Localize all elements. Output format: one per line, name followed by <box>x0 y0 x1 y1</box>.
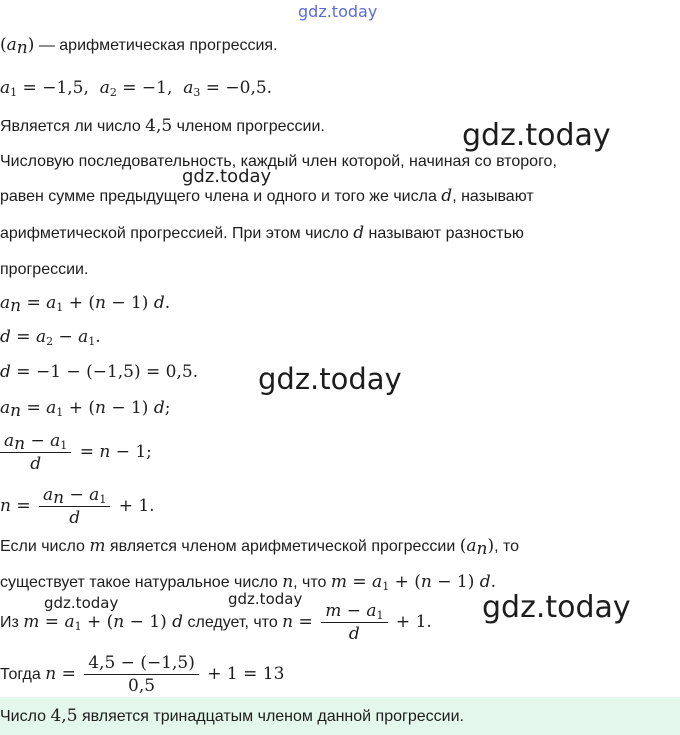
question-pre: Является ли число <box>0 118 146 135</box>
a3-value: −0,5 <box>225 78 267 98</box>
watermark: gdz.today <box>44 594 119 612</box>
definition-line-3: арифметической прогрессией. При этом число d называют разностью <box>0 223 524 243</box>
a2-value: −1 <box>141 78 167 98</box>
a1-value: −1,5 <box>42 78 84 98</box>
condition-text: , что <box>293 574 331 591</box>
definition-line-1: Числовую последовательность, каждый член которой, начиная со второго, <box>0 153 557 170</box>
condition-line-1: Если число m является членом арифметической прогрессии $(a_n)$, то <box>0 536 520 559</box>
answer-pre: Число <box>0 708 51 725</box>
definition-text: называют разностью <box>364 225 524 242</box>
question <box>0 116 325 137</box>
question-number: 4,5 <box>145 116 173 136</box>
derivation-text: Из <box>0 614 24 631</box>
watermark-top: gdz.today <box>298 2 378 21</box>
formula-fraction-1: $\frac{a_n - a_1}{d}$ = n − 1; <box>0 430 152 475</box>
given-terms: $a_1 = -1,5$, $a_2 = -1$, $a_3 = -0,5$. <box>0 78 273 99</box>
derivation-line: Из $m = a_1 + (n - 1)$ d следует, что n = $\frac{m - a_1}{d}$ + 1. <box>0 601 432 644</box>
condition-line-2: существует такое натуральное число n, что $m = a_1 + (n - 1)$ d. <box>0 572 497 593</box>
definition-line-4: прогрессии. <box>0 261 89 278</box>
difference-value: −1 − (−1,5) = 0,5. <box>35 362 199 382</box>
watermark: gdz.today <box>182 166 272 187</box>
formula-nth-term-2: $a_n = a_1 + (n - 1)$ d; <box>0 398 171 421</box>
difference-calculation: d = −1 − (−1,5) = 0,5. <box>0 362 199 382</box>
answer-number: 4,5 <box>50 706 78 726</box>
problem-text: — арифметическая прогрессия. <box>34 37 278 54</box>
answer-post: является тринадцатым членом данной прогрессии. <box>77 708 464 725</box>
final-result: + 1 = 13 <box>201 664 285 684</box>
derivation-text: следует, что <box>183 614 283 631</box>
formula-difference: $d = a_2 - a_1$. <box>0 327 101 348</box>
watermark: gdz.today <box>228 590 303 608</box>
watermark: gdz.today <box>482 590 631 625</box>
watermark: gdz.today <box>258 362 402 396</box>
watermark: gdz.today <box>462 118 611 153</box>
definition-text: арифметической прогрессией. При этом число <box>0 225 354 242</box>
answer <box>0 706 464 727</box>
problem-statement: $(a_n)$ — арифметическая прогрессия. <box>0 35 278 58</box>
final-numerator: 4,5 − (−1,5) <box>84 652 199 675</box>
condition-text: Если число <box>0 538 90 555</box>
definition-text: равен сумме предыдущего члена и одного и того же числа <box>0 188 442 205</box>
formula-n-expression: n = $\frac{a_n - a_1}{d}$ + 1. <box>0 485 155 528</box>
final-calculation: Тогда n = $\frac{4,5 - (-1,5)}{0,5}$ + 1 = 13 <box>0 653 285 696</box>
definition-text: , называют <box>452 188 534 205</box>
final-label: Тогда <box>0 666 46 683</box>
condition-text: , то <box>494 538 520 555</box>
definition-line-2: равен сумме предыдущего члена и одного и того же числа d, называют <box>0 186 534 206</box>
question-post: членом прогрессии. <box>172 118 325 135</box>
condition-text: является членом арифметической прогрессии <box>105 538 460 555</box>
condition-text: существует такое натуральное число <box>0 574 283 591</box>
formula-nth-term: $a_n = a_1 + (n - 1)$ d. <box>0 293 171 316</box>
final-denominator: 0,5 <box>128 676 156 696</box>
